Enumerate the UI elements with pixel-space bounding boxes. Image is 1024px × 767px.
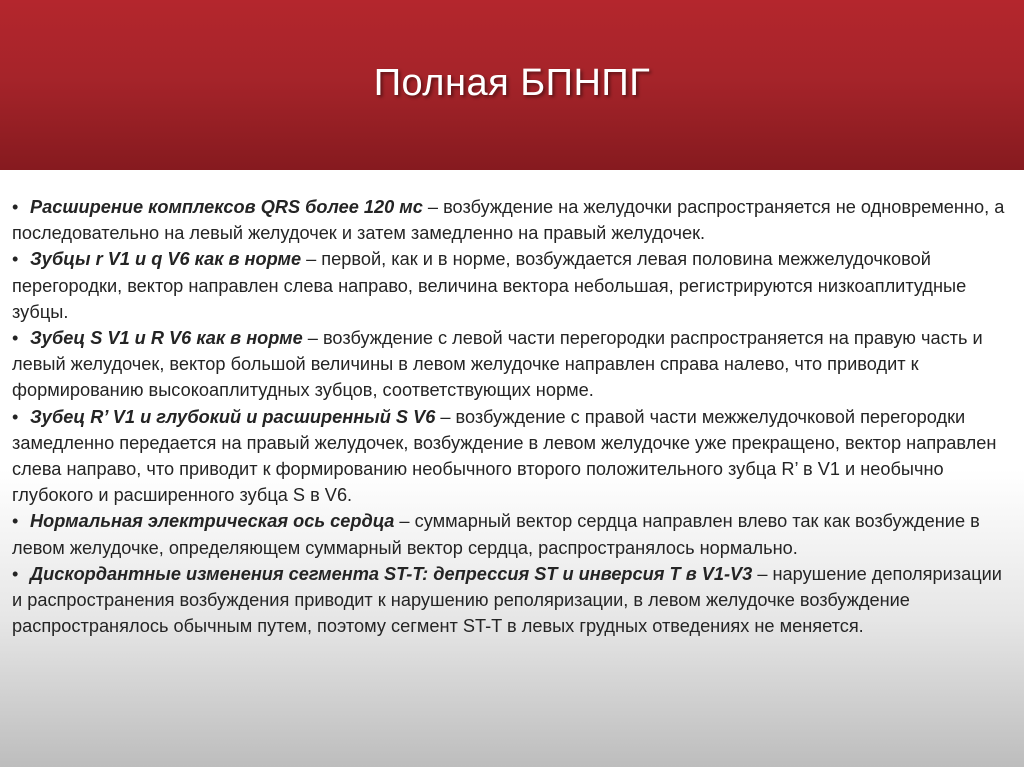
bullet-lead: Дискордантные изменения сегмента ST-T: депрессия ST и инверсия T в V1-V3 (30, 563, 753, 584)
bullet-item (12, 508, 1012, 560)
bullet-lead: Зубец S V1 и R V6 как в норме (30, 328, 303, 349)
bullet-mark: • (12, 406, 19, 427)
bullet-mark: • (12, 511, 19, 532)
bullet-text: – возбуждение с правой части межжелудочковой перегородки замедленно передается на правый желудочек, возбуждение в левом желудочке уже прекращено, вектор направлен слева направо, что приводит к формированию необычного второго положительного зубца R’ в V1 и необычно глубокого и расширенного зубца S в V6. (12, 406, 997, 506)
bullet-lead: Расширение комплексов QRS более 120 мс (30, 197, 423, 217)
bullet-text: – первой, как и в норме, возбуждается левая половина межжелудочковой перегородки, вектор направлен слева направо, величина вектора небольшая, регистрируются низкоаплитудные зубцы. (12, 249, 967, 322)
bullet-item (12, 325, 1012, 404)
bullet-lead: Зубцы r V1 и q V6 как в норме (30, 249, 302, 270)
bullet-item (12, 246, 1012, 325)
bullet-mark: • (12, 197, 19, 217)
slide-title: Полная БПНПГ (373, 62, 651, 104)
bullet-mark: • (12, 563, 19, 584)
bullet-text: – суммарный вектор сердца направлен влево так как возбуждение в левом желудочке, определяющем суммарный вектор сердца, распространялось нормально. (12, 511, 980, 558)
bullet-item (12, 194, 1012, 246)
bullet-lead: Зубец R’ V1 и глубокий и расширенный S V6 (30, 406, 436, 427)
bullet-item (12, 404, 1012, 509)
bullet-text: – возбуждение с левой части перегородки распространяется на правую часть и левый желудочек, вектор большой величины в левом желудочке направлен справа налево, что приводит к формированию высокоаплитудных зубцов, соответствующих норме. (12, 328, 983, 401)
bullet-text: – нарушение деполяризации и распространения возбуждения приводит к нарушению реполяризации, в левом желудочке возбуждение распространялось обычным путем, поэтому сегмент ST-T в левых грудных отведениях не меняется. (12, 563, 1002, 637)
title-banner (0, 0, 1024, 170)
bullet-mark: • (12, 328, 19, 349)
bullet-mark: • (12, 249, 19, 270)
bullet-item (12, 561, 1012, 640)
bullet-list (12, 194, 1012, 639)
bullet-lead: Нормальная электрическая ось сердца (30, 511, 395, 532)
bullet-text: – возбуждение на желудочки распространяется не одновременно, а последовательно на левый желудочек и затем замедленно на правый желудочек. (12, 197, 1005, 244)
